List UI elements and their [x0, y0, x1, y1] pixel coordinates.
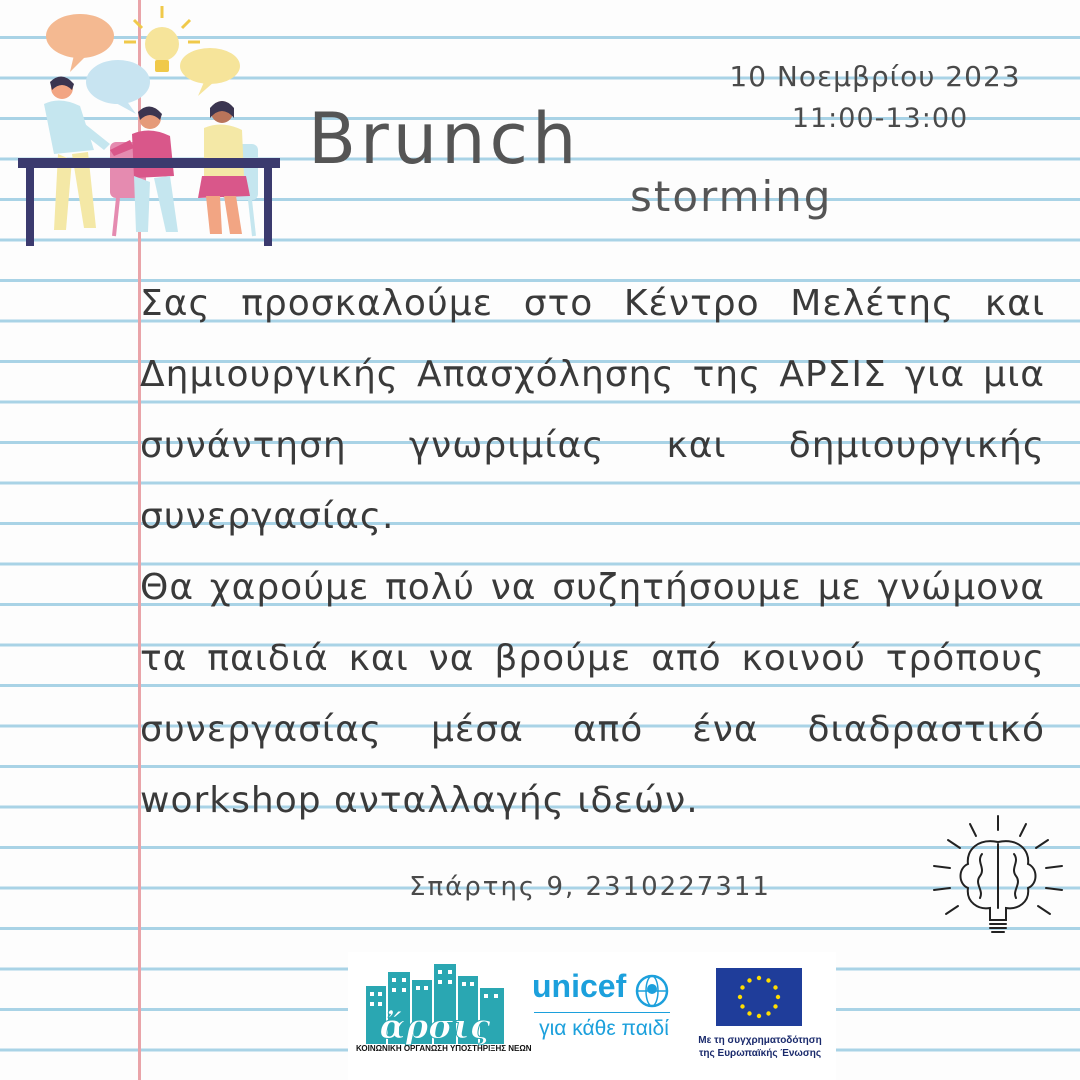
- arsis-caption: ΚΟΙΝΩΝΙΚΗ ΟΡΓΑΝΩΣΗ ΥΠΟΣΤΗΡΙΞΗΣ ΝΕΩΝ: [356, 1044, 532, 1053]
- title-main: Brunch: [308, 98, 581, 180]
- eu-flag-icon: [716, 968, 802, 1026]
- eu-cofunding-caption: [692, 1034, 828, 1060]
- invitation-paragraph-2: Θα χαρούμε πολύ να συζητήσουμε με γνώμονα τα παιδιά και να βρούμε από κοινού τρόπους συνεργασίας μέσα από ένα διαδραστικό workshop ανταλλαγής ιδεών.: [140, 567, 1045, 821]
- unicef-divider: [534, 1012, 670, 1013]
- brain-lightbulb-icon: [920, 810, 1080, 950]
- invitation-text: [140, 268, 1045, 836]
- event-time: 11:00-13:00: [791, 103, 969, 134]
- eu-caption-line-1: Με τη συγχρηματοδότηση: [698, 1035, 822, 1046]
- unicef-wordmark: unicef: [532, 968, 627, 1004]
- meeting-people-illustration: [14, 0, 284, 250]
- unicef-tagline: για κάθε παιδί: [539, 1017, 669, 1040]
- eu-caption-line-2: της Ευρωπαϊκής Ένωσης: [698, 1048, 822, 1059]
- invitation-paragraph-1: Σας προσκαλούμε στο Κέντρο Μελέτης και Δημιουργικής Απασχόλησης της ΑΡΣΙΣ για μια συνάντηση γνωριμίας και δημιουργικής συνεργασίας.: [140, 283, 1045, 537]
- event-date: 10 Νοεμβρίου 2023: [729, 60, 1021, 93]
- unicef-globe-icon: [634, 973, 670, 1009]
- arsis-wordmark: ἄρσις: [379, 1007, 491, 1047]
- address-phone: Σπάρτης 9, 2310227311: [409, 872, 771, 902]
- title-sub: storming: [630, 172, 833, 221]
